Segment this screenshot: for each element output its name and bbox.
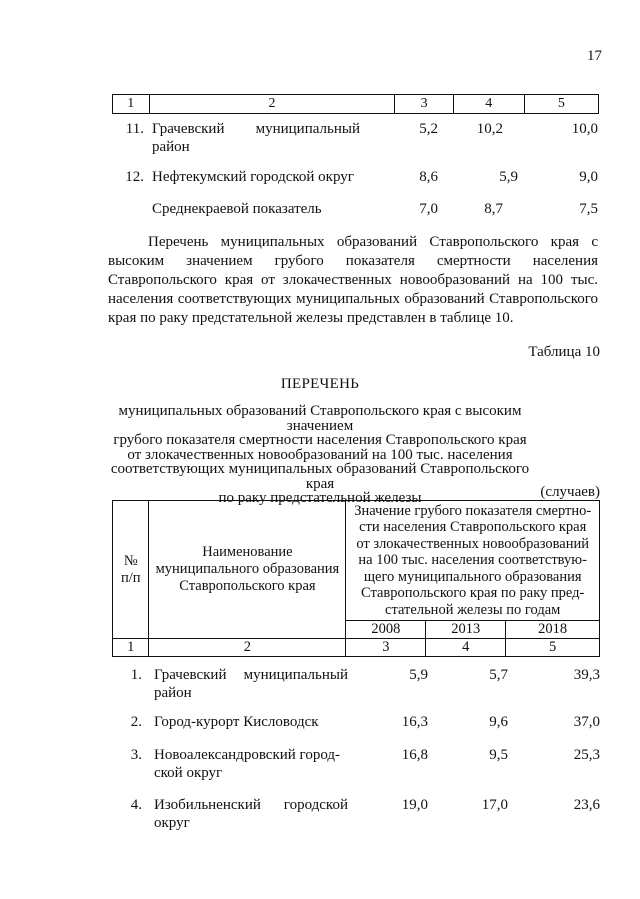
- value-2008: 5,2: [419, 121, 438, 137]
- row-name-part: Грачевский: [152, 121, 225, 137]
- value-2013: 5,9: [499, 169, 518, 185]
- value-2018: 9,0: [579, 169, 598, 185]
- row-name-part: Изобильненский: [154, 797, 261, 813]
- table-subtitle: [100, 404, 540, 506]
- header-text: на 100 тыс. населения соответствую-: [358, 552, 587, 569]
- paragraph-text: Перечень муниципальных образований Ставропольского края с высоким значением грубого показателя смертности населения Ставропольского края от злокачественных новообразований на 100 тыс. населения соответствующих муниципальных образований Ставропольского края по раку предстательной железы представлен в таблице 10.: [108, 234, 598, 326]
- row-name: Среднекраевой показатель: [152, 201, 322, 217]
- row-name: Новоалександровский город-: [154, 747, 341, 763]
- value-2008: 7,0: [419, 201, 438, 217]
- value-2008: 16,3: [401, 714, 428, 730]
- col-number: 1: [113, 639, 149, 657]
- row-name-part: Грачевский: [154, 667, 227, 683]
- row-name: [154, 796, 348, 814]
- header-text: щего муниципального образования: [363, 568, 582, 585]
- header-text: Значение грубого показателя смертно-: [354, 502, 592, 519]
- row-name-line2: ской округ: [154, 765, 223, 781]
- col-number: 5: [506, 639, 600, 657]
- header-text: Наименование: [202, 544, 293, 560]
- value-2008: 16,8: [401, 747, 428, 763]
- header-text: стательной железы по годам: [385, 601, 561, 618]
- row-name: Нефтекумский городской округ: [152, 169, 354, 185]
- value-2008: 5,9: [409, 667, 428, 683]
- subtitle-line: от злокачественных новообразований на 100 тыс. населения: [127, 446, 513, 463]
- value-2018: 7,5: [579, 201, 598, 217]
- header-text: Ставропольского края: [179, 578, 316, 594]
- row-number: 12.: [125, 169, 144, 185]
- col-number: 5: [524, 95, 598, 114]
- row-name-line2: округ: [154, 815, 190, 831]
- col-number: 3: [346, 639, 426, 657]
- row-number: 2.: [130, 714, 142, 730]
- value-2008: 19,0: [401, 797, 428, 813]
- value-2018: 23,6: [573, 797, 600, 813]
- top-table-column-numbers: [112, 94, 599, 114]
- header-number: [113, 501, 149, 639]
- subtitle-line: грубого показателя смертности населения Ставропольского края: [113, 432, 527, 448]
- value-2008: 8,6: [419, 169, 438, 185]
- subtitle-line: соответствующих муниципальных образований Ставропольского края: [110, 461, 530, 492]
- col-number: 2: [149, 95, 395, 114]
- header-text: от злокачественных новообразований: [356, 535, 590, 552]
- row-number: 1.: [130, 667, 142, 683]
- value-2013: 17,0: [481, 797, 508, 813]
- header-text: №: [123, 552, 138, 569]
- header-year: 2018: [506, 621, 600, 639]
- header-year: 2013: [426, 621, 506, 639]
- col-number: 4: [453, 95, 524, 114]
- subtitle-line: по раку предстательной железы: [218, 490, 422, 506]
- header-year: 2008: [346, 621, 426, 639]
- value-2013: 10,2: [476, 121, 503, 137]
- page-number: 17: [587, 48, 602, 64]
- value-2013: 5,7: [489, 667, 508, 683]
- header-name: [149, 501, 346, 639]
- table-10-header: [112, 500, 600, 657]
- row-name-line2: район: [154, 685, 192, 701]
- subtitle-line: муниципальных образований Ставропольского края с высоким значением: [118, 403, 522, 434]
- header-values: [346, 501, 600, 621]
- value-2018: 25,3: [573, 747, 600, 763]
- row-name-part: муниципальный: [255, 121, 360, 137]
- body-paragraph: [108, 233, 598, 328]
- col-number: 2: [149, 639, 346, 657]
- header-text: сти населения Ставропольского края: [359, 519, 587, 536]
- col-number: 1: [113, 95, 150, 114]
- table-label: Таблица 10: [528, 344, 600, 360]
- col-number: 3: [395, 95, 453, 114]
- value-2018: 10,0: [571, 121, 598, 137]
- row-name: [152, 120, 360, 138]
- row-number: 4.: [130, 797, 142, 813]
- header-text: муниципального образования: [155, 561, 340, 577]
- value-2013: 8,7: [484, 201, 503, 217]
- value-2013: 9,5: [489, 747, 508, 763]
- header-text: п/п: [120, 569, 141, 586]
- row-name: [154, 666, 348, 684]
- value-2018: 39,3: [573, 667, 600, 683]
- row-number: 3.: [130, 747, 142, 763]
- col-number: 4: [426, 639, 506, 657]
- row-name: Город-курорт Кисловодск: [154, 714, 319, 730]
- row-name-part: муниципальный: [243, 667, 348, 683]
- row-name-line2: район: [152, 139, 190, 155]
- value-2013: 9,6: [489, 714, 508, 730]
- page-title: ПЕРЕЧЕНЬ: [280, 376, 360, 392]
- unit-label: (случаев): [540, 484, 600, 500]
- value-2018: 37,0: [573, 714, 600, 730]
- row-number: 11.: [125, 121, 144, 137]
- row-name-part: городской: [283, 797, 348, 813]
- header-text: Ставропольского края по раку пред-: [360, 585, 585, 602]
